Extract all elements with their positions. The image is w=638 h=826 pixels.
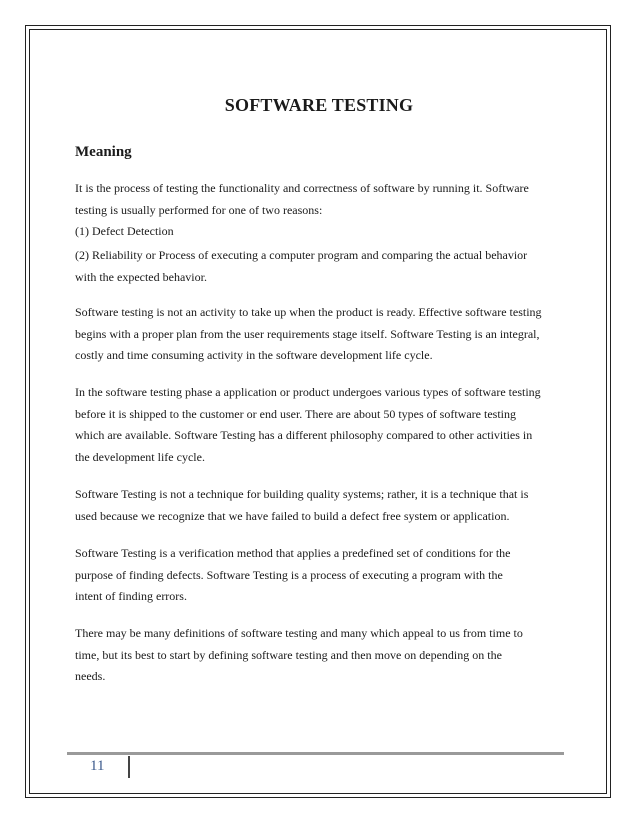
paragraph-line: In the software testing phase a application or product undergoes various types of software testing <box>75 385 541 399</box>
page-number: 11 <box>90 758 105 774</box>
paragraph-line: There may be many definitions of software testing and many which appeal to us from time to <box>75 626 523 640</box>
paragraph-line: the development life cycle. <box>75 449 205 464</box>
paragraph-definition <box>75 178 570 221</box>
paragraph-line: Software testing is not an activity to take up when the product is ready. Effective software testing <box>75 305 542 319</box>
paragraph-line: Software Testing is not a technique for building quality systems; rather, it is a technique that is <box>75 487 529 501</box>
paragraph-technique <box>75 484 570 527</box>
paragraph-line: begins with a proper plan from the user requirements stage itself. Software Testing is an integral, <box>75 326 540 341</box>
paragraph-line: needs. <box>75 669 106 683</box>
document-title: SOFTWARE TESTING <box>224 95 414 115</box>
paragraph-line: testing is usually performed for one of two reasons: <box>75 202 323 217</box>
paragraph-line: purpose of finding defects. Software Testing is a process of executing a program with the <box>75 567 503 582</box>
paragraph-reason-2 <box>75 245 570 288</box>
page-number-divider <box>128 756 130 778</box>
paragraph-verification <box>75 543 570 608</box>
paragraph-reason-1 <box>75 221 570 243</box>
paragraph-activity <box>75 302 570 367</box>
paragraph-line: with the expected behavior. <box>75 269 207 284</box>
paragraph-line: before it is shipped to the customer or end user. There are about 50 types of software testing <box>75 406 516 421</box>
footer-rule <box>67 752 564 755</box>
paragraph-line: Software Testing is a verification method that applies a predefined set of conditions for the <box>75 546 511 560</box>
paragraph-line: which are available. Software Testing has a different philosophy compared to other activities in <box>75 428 533 442</box>
paragraph-line: (2) Reliability or Process of executing a computer program and comparing the actual behavior <box>75 248 528 262</box>
paragraph-line: costly and time consuming activity in the software development life cycle. <box>75 348 433 362</box>
paragraph-definitions <box>75 623 570 688</box>
paragraph-line: intent of finding errors. <box>75 589 187 603</box>
section-heading: Meaning <box>75 144 132 160</box>
paragraph-line: (1) Defect Detection <box>75 224 174 238</box>
paragraph-line: used because we recognize that we have failed to build a defect free system or application. <box>75 508 510 523</box>
paragraph-phase <box>75 382 570 468</box>
paragraph-line: It is the process of testing the functionality and correctness of software by running it. Software <box>75 181 529 195</box>
paragraph-line: time, but its best to start by defining software testing and then move on depending on the <box>75 647 502 662</box>
